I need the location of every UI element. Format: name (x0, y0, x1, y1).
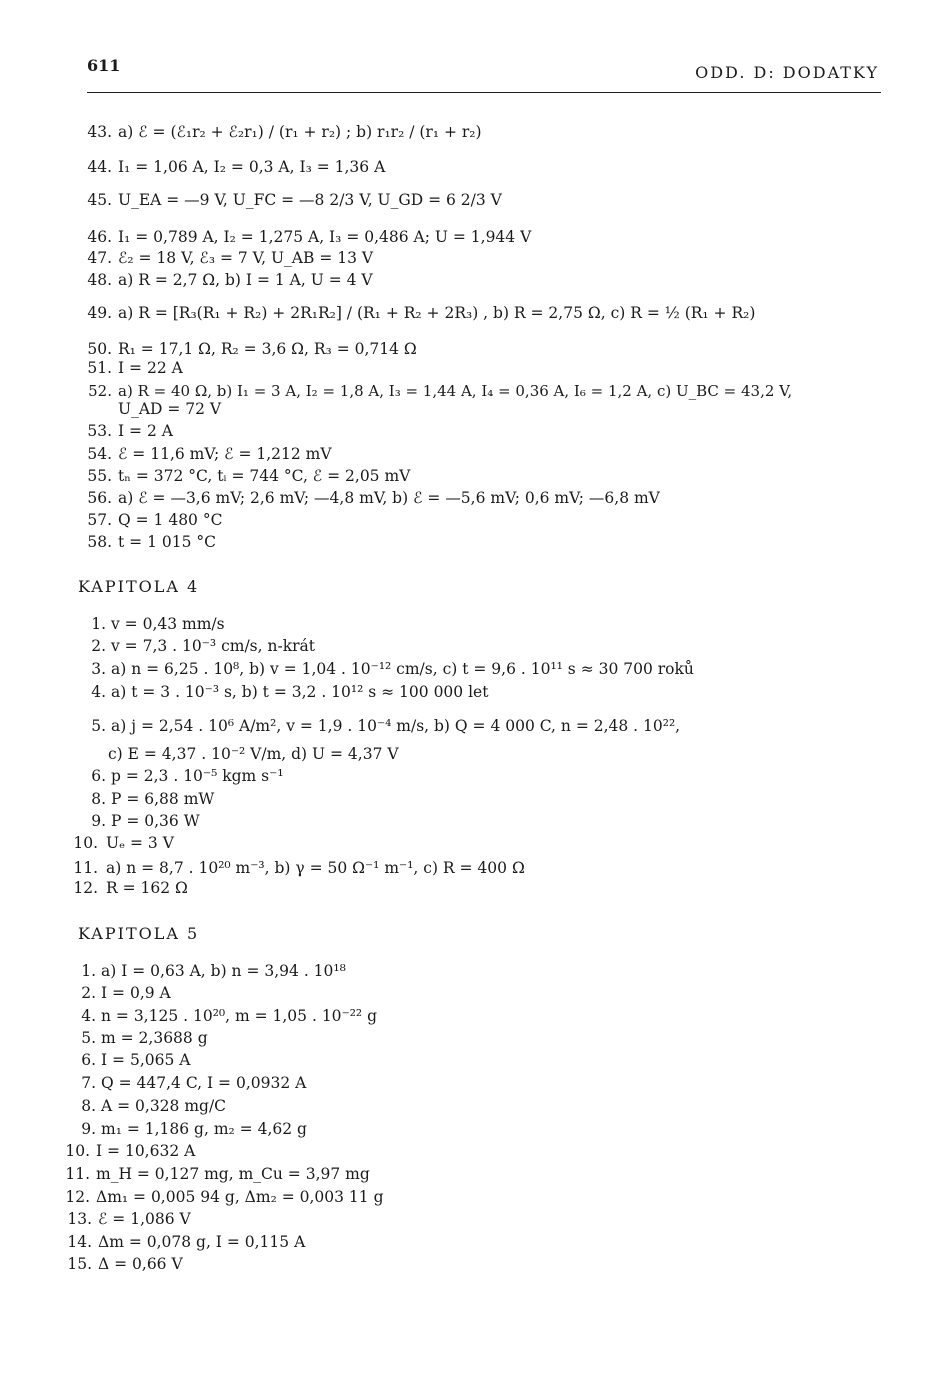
answer-number: 6. (91, 767, 106, 785)
answer-text: m_H = 0,127 mg, m_Cu = 3,97 mg (96, 1165, 370, 1183)
answer-text: a) t = 3 . 10⁻³ s, b) t = 3,2 . 10¹² s ≈ 100 000 let (111, 683, 489, 701)
answer-text: I₁ = 0,789 A, I₂ = 1,275 A, I₃ = 0,486 A; U = 1,944 V (118, 228, 532, 246)
answer-number: 11. (65, 1165, 90, 1183)
answer-text: P = 0,36 W (111, 812, 200, 830)
answer-text: Δm = 0,078 g, I = 0,115 A (98, 1233, 306, 1251)
answer-number: 15. (67, 1255, 92, 1273)
answer-number: 9. (81, 1120, 96, 1138)
answer-text: Uₑ = 3 V (106, 834, 174, 852)
answer-text: R₁ = 17,1 Ω, R₂ = 3,6 Ω, R₃ = 0,714 Ω (118, 340, 417, 358)
answer-text: I = 0,9 A (101, 984, 171, 1002)
answer-text: a) ℰ = (ℰ₁r₂ + ℰ₂r₁) / (r₁ + r₂) ; b) r₁r₂ / (r₁ + r₂) (118, 123, 482, 141)
answer-text: m = 2,3688 g (101, 1029, 208, 1047)
answer-number: 43. (87, 123, 112, 141)
answer-text: I₁ = 1,06 A, I₂ = 0,3 A, I₃ = 1,36 A (118, 158, 386, 176)
answer-text: c) E = 4,37 . 10⁻² V/m, d) U = 4,37 V (108, 745, 399, 763)
answer-number: 54. (87, 445, 112, 463)
answer-text: tₙ = 372 °C, tᵢ = 744 °C, ℰ = 2,05 mV (118, 467, 411, 485)
answer-text: a) I = 0,63 A, b) n = 3,94 . 10¹⁸ (101, 962, 346, 980)
answer-number: 14. (67, 1233, 92, 1251)
answer-number: 56. (87, 489, 112, 507)
answer-text: I = 2 A (118, 422, 173, 440)
answer-number: 10. (65, 1142, 90, 1160)
answer-text: P = 6,88 mW (111, 790, 215, 808)
answer-number: 4. (91, 683, 106, 701)
answer-text: ℰ = 11,6 mV; ℰ = 1,212 mV (118, 445, 332, 463)
answer-number: 5. (91, 717, 106, 735)
answer-number: 13. (67, 1210, 92, 1228)
answer-number: 7. (81, 1074, 96, 1092)
page-number: 611 (87, 56, 121, 75)
answer-number: 3. (91, 660, 106, 678)
answer-text: t = 1 015 °C (118, 533, 216, 551)
answer-number: 48. (87, 271, 112, 289)
answer-text: m₁ = 1,186 g, m₂ = 4,62 g (101, 1120, 307, 1138)
answer-number: 12. (65, 1188, 90, 1206)
answer-text: v = 0,43 mm/s (111, 615, 225, 633)
answer-number: 8. (91, 790, 106, 808)
answer-text: Q = 447,4 C, I = 0,0932 A (101, 1074, 307, 1092)
answer-number: 10. (73, 834, 98, 852)
answer-text: a) ℰ = —3,6 mV; 2,6 mV; —4,8 mV, b) ℰ = —5,6 mV; 0,6 mV; —6,8 mV (118, 489, 660, 507)
answer-number: 12. (73, 879, 98, 897)
answer-text: a) n = 6,25 . 10⁸, b) v = 1,04 . 10⁻¹² cm/s, c) t = 9,6 . 10¹¹ s ≈ 30 700 roků (111, 660, 694, 678)
answer-text: p = 2,3 . 10⁻⁵ kgm s⁻¹ (111, 767, 284, 785)
answer-number: 53. (87, 422, 112, 440)
answer-text: I = 22 A (118, 359, 183, 377)
answer-text: ℰ = 1,086 V (98, 1210, 191, 1228)
answer-number: 44. (87, 158, 112, 176)
header-rule (87, 92, 881, 93)
answer-text: R = 162 Ω (106, 879, 188, 897)
running-header: ODD. D: DODATKY (695, 63, 879, 82)
answer-number: 46. (87, 228, 112, 246)
answer-number: 1. (81, 962, 96, 980)
answer-text: U_AD = 72 V (118, 400, 222, 418)
answer-number: 4. (81, 1007, 96, 1025)
answer-number: 2. (91, 637, 106, 655)
answer-number: 55. (87, 467, 112, 485)
answer-text: ℰ₂ = 18 V, ℰ₃ = 7 V, U_AB = 13 V (118, 249, 374, 267)
answer-number: 47. (87, 249, 112, 267)
answer-number: 2. (81, 984, 96, 1002)
answer-text: n = 3,125 . 10²⁰, m = 1,05 . 10⁻²² g (101, 1007, 377, 1025)
answer-number: 57. (87, 511, 112, 529)
answer-text: a) R = 40 Ω, b) I₁ = 3 A, I₂ = 1,8 A, I₃ = 1,44 A, I₄ = 0,36 A, I₆ = 1,2 A, c) U_BC = 43,2 V, (118, 382, 793, 400)
answer-number: 1. (91, 615, 106, 633)
chapter-heading: KAPITOLA 5 (78, 924, 200, 943)
answer-number: 45. (87, 191, 112, 209)
answer-number: 50. (87, 340, 112, 358)
answer-number: 6. (81, 1051, 96, 1069)
answer-text: Δm₁ = 0,005 94 g, Δm₂ = 0,003 11 g (96, 1188, 384, 1206)
answer-text: Q = 1 480 °C (118, 511, 223, 529)
chapter-heading: KAPITOLA 4 (78, 577, 200, 596)
answer-number: 49. (87, 304, 112, 322)
answer-text: a) R = [R₃(R₁ + R₂) + 2R₁R₂] / (R₁ + R₂ + 2R₃) , b) R = 2,75 Ω, c) R = ½ (R₁ + R₂) (118, 304, 756, 322)
answer-text: Δ = 0,66 V (98, 1255, 183, 1273)
answer-text: a) n = 8,7 . 10²⁰ m⁻³, b) γ = 50 Ω⁻¹ m⁻¹, c) R = 400 Ω (106, 859, 525, 877)
answer-number: 5. (81, 1029, 96, 1047)
answer-number: 58. (87, 533, 112, 551)
answer-text: a) R = 2,7 Ω, b) I = 1 A, U = 4 V (118, 271, 373, 289)
answer-text: v = 7,3 . 10⁻³ cm/s, n-krát (111, 637, 315, 655)
answer-number: 9. (91, 812, 106, 830)
answer-number: 51. (87, 359, 112, 377)
answer-text: I = 5,065 A (101, 1051, 191, 1069)
answer-number: 11. (73, 859, 98, 877)
answer-text: a) j = 2,54 . 10⁶ A/m², v = 1,9 . 10⁻⁴ m/s, b) Q = 4 000 C, n = 2,48 . 10²², (111, 717, 681, 735)
answer-text: U_EA = —9 V, U_FC = —8 2/3 V, U_GD = 6 2/3 V (118, 191, 502, 209)
answer-text: I = 10,632 A (96, 1142, 196, 1160)
answer-text: A = 0,328 mg/C (101, 1097, 227, 1115)
answer-number: 8. (81, 1097, 96, 1115)
answer-number: 52. (88, 382, 112, 400)
